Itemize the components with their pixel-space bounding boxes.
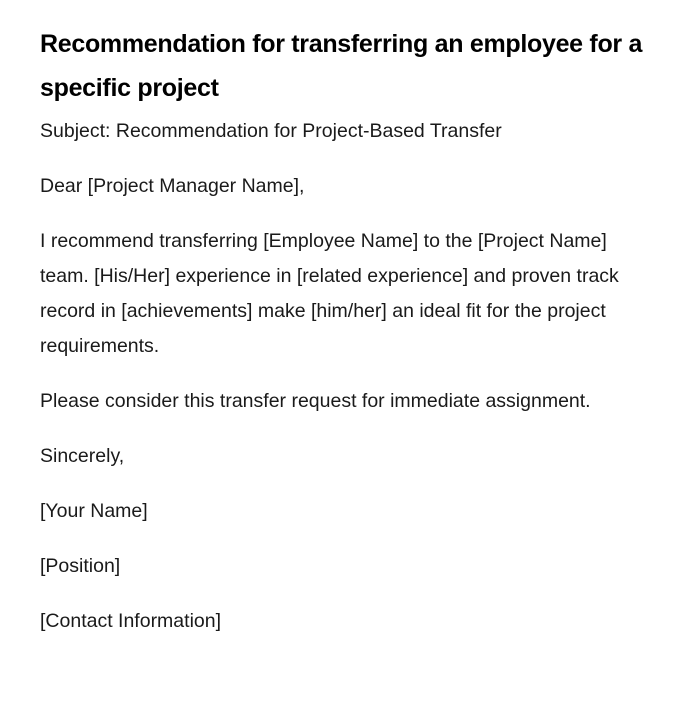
- signature-name: [Your Name]: [40, 500, 148, 522]
- subject-line: Subject: Recommendation for Project-Based Transfer: [40, 120, 502, 142]
- body-paragraph: I recommend transferring [Employee Name] to the [Project Name] team. [His/Her] experience in [related experience] and proven track record in [achievements] make [him/her] an ideal fit for the project requirements.: [40, 230, 619, 357]
- salutation: Dear [Project Manager Name],: [40, 175, 305, 197]
- signature-position: [Position]: [40, 555, 121, 577]
- document-title: Recommendation for transferring an employee for a specific project: [40, 30, 643, 102]
- body-paragraph: Please consider this transfer request for immediate assignment.: [40, 390, 591, 412]
- closing: Sincerely,: [40, 445, 125, 467]
- signature-contact: [Contact Information]: [40, 610, 222, 632]
